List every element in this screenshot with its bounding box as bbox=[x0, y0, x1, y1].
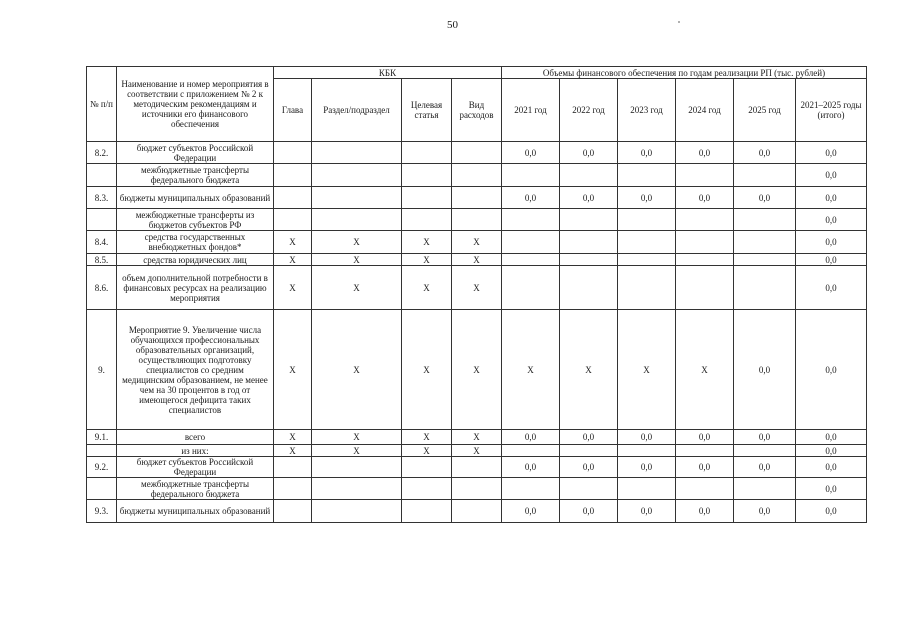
row-name: межбюджетные трансферты из бюджетов субъектов РФ bbox=[117, 209, 274, 231]
kbk-glava: X bbox=[274, 254, 312, 266]
val-total: 0,0 bbox=[796, 500, 867, 523]
kbk-razdel bbox=[312, 142, 402, 164]
val-2025: 0,0 bbox=[734, 457, 796, 478]
table-row bbox=[87, 310, 867, 430]
kbk-glava: X bbox=[274, 231, 312, 254]
val-2021 bbox=[502, 231, 560, 254]
row-num: 8.3. bbox=[87, 187, 117, 209]
val-2024: 0,0 bbox=[676, 500, 734, 523]
kbk-razdel bbox=[312, 164, 402, 187]
header-kbk: КБК bbox=[274, 67, 502, 79]
val-2024: 0,0 bbox=[676, 142, 734, 164]
kbk-razdel: X bbox=[312, 430, 402, 445]
kbk-statya bbox=[402, 209, 452, 231]
kbk-glava bbox=[274, 478, 312, 500]
val-2021 bbox=[502, 445, 560, 457]
row-name: бюджет субъектов Российской Федерации bbox=[117, 142, 274, 164]
kbk-glava: X bbox=[274, 266, 312, 310]
val-2024 bbox=[676, 209, 734, 231]
row-num bbox=[87, 164, 117, 187]
kbk-razdel bbox=[312, 209, 402, 231]
val-2021 bbox=[502, 266, 560, 310]
val-total: 0,0 bbox=[796, 209, 867, 231]
val-2021 bbox=[502, 209, 560, 231]
page-number: 50 bbox=[447, 19, 458, 31]
val-2023: 0,0 bbox=[618, 430, 676, 445]
kbk-statya: X bbox=[402, 445, 452, 457]
kbk-glava bbox=[274, 187, 312, 209]
kbk-statya bbox=[402, 500, 452, 523]
header-year-2021: 2021 год bbox=[502, 79, 560, 142]
row-name: Мероприятие 9. Увеличение числа обучающихся профессиональных образовательных организаций, осуществляющих подготовку специалистов со средним медицинским образованием, не менее чем на 30 процентов в год от имеющегося дефицита таких специалистов bbox=[117, 310, 274, 430]
val-2022: 0,0 bbox=[560, 142, 618, 164]
header-kbk-statya: Целевая статья bbox=[402, 79, 452, 142]
kbk-statya: X bbox=[402, 231, 452, 254]
header-year-2023: 2023 год bbox=[618, 79, 676, 142]
row-num: 9. bbox=[87, 310, 117, 430]
val-2023 bbox=[618, 445, 676, 457]
val-2024 bbox=[676, 254, 734, 266]
scan-speck bbox=[678, 21, 680, 23]
table-row bbox=[87, 209, 867, 231]
header-total: 2021–2025 годы (итого) bbox=[796, 79, 867, 142]
val-total: 0,0 bbox=[796, 310, 867, 430]
val-2021: X bbox=[502, 310, 560, 430]
val-2025 bbox=[734, 231, 796, 254]
kbk-glava bbox=[274, 164, 312, 187]
val-2022: 0,0 bbox=[560, 430, 618, 445]
kbk-glava bbox=[274, 500, 312, 523]
table-row bbox=[87, 187, 867, 209]
val-total: 0,0 bbox=[796, 430, 867, 445]
row-num bbox=[87, 478, 117, 500]
kbk-vid: X bbox=[452, 254, 502, 266]
row-name: межбюджетные трансферты федерального бюджета bbox=[117, 164, 274, 187]
table-row bbox=[87, 231, 867, 254]
val-2024: 0,0 bbox=[676, 457, 734, 478]
val-2023: 0,0 bbox=[618, 500, 676, 523]
val-2021: 0,0 bbox=[502, 142, 560, 164]
val-2023: 0,0 bbox=[618, 457, 676, 478]
row-num bbox=[87, 209, 117, 231]
row-name: объем дополнительной потребности в финансовых ресурсах на реализацию мероприятия bbox=[117, 266, 274, 310]
kbk-vid: X bbox=[452, 430, 502, 445]
kbk-razdel: X bbox=[312, 266, 402, 310]
kbk-vid bbox=[452, 500, 502, 523]
kbk-razdel: X bbox=[312, 310, 402, 430]
header-year-2025: 2025 год bbox=[734, 79, 796, 142]
kbk-glava: X bbox=[274, 310, 312, 430]
kbk-razdel bbox=[312, 187, 402, 209]
val-2022: 0,0 bbox=[560, 457, 618, 478]
kbk-vid bbox=[452, 457, 502, 478]
kbk-vid bbox=[452, 478, 502, 500]
kbk-vid bbox=[452, 164, 502, 187]
val-2024 bbox=[676, 266, 734, 310]
row-num: 8.6. bbox=[87, 266, 117, 310]
val-2023 bbox=[618, 254, 676, 266]
kbk-statya bbox=[402, 142, 452, 164]
table-row bbox=[87, 142, 867, 164]
val-2023 bbox=[618, 209, 676, 231]
val-2022 bbox=[560, 231, 618, 254]
kbk-glava bbox=[274, 209, 312, 231]
val-2021 bbox=[502, 164, 560, 187]
val-2023: 0,0 bbox=[618, 142, 676, 164]
row-name: средства государственных внебюджетных фондов* bbox=[117, 231, 274, 254]
val-total: 0,0 bbox=[796, 142, 867, 164]
table-row bbox=[87, 430, 867, 445]
val-total: 0,0 bbox=[796, 254, 867, 266]
header-kbk-razdel: Раздел/подраздел bbox=[312, 79, 402, 142]
val-2023: 0,0 bbox=[618, 187, 676, 209]
header-name: Наименование и номер мероприятия в соответствии с приложением № 2 к методическим рекомендациям и источники его финансового обеспечения bbox=[117, 67, 274, 142]
row-name: бюджеты муниципальных образований bbox=[117, 187, 274, 209]
table-body bbox=[87, 142, 867, 523]
kbk-glava bbox=[274, 142, 312, 164]
row-name: из них: bbox=[117, 445, 274, 457]
val-2022 bbox=[560, 164, 618, 187]
table-row bbox=[87, 164, 867, 187]
val-2023 bbox=[618, 231, 676, 254]
kbk-vid: X bbox=[452, 445, 502, 457]
table-row bbox=[87, 457, 867, 478]
row-num: 8.2. bbox=[87, 142, 117, 164]
kbk-vid bbox=[452, 209, 502, 231]
financing-table bbox=[86, 66, 867, 523]
kbk-statya: X bbox=[402, 266, 452, 310]
val-2025: 0,0 bbox=[734, 430, 796, 445]
val-2022: X bbox=[560, 310, 618, 430]
val-2022 bbox=[560, 266, 618, 310]
val-2022 bbox=[560, 254, 618, 266]
val-2024 bbox=[676, 231, 734, 254]
val-2025 bbox=[734, 478, 796, 500]
val-2021 bbox=[502, 254, 560, 266]
row-name: межбюджетные трансферты федерального бюджета bbox=[117, 478, 274, 500]
kbk-statya bbox=[402, 478, 452, 500]
kbk-statya bbox=[402, 457, 452, 478]
header-kbk-glava: Глава bbox=[274, 79, 312, 142]
val-2025 bbox=[734, 254, 796, 266]
val-2023 bbox=[618, 478, 676, 500]
kbk-statya: X bbox=[402, 310, 452, 430]
kbk-razdel bbox=[312, 478, 402, 500]
val-2024 bbox=[676, 478, 734, 500]
val-2024 bbox=[676, 445, 734, 457]
val-total: 0,0 bbox=[796, 231, 867, 254]
kbk-razdel: X bbox=[312, 445, 402, 457]
kbk-glava bbox=[274, 457, 312, 478]
val-2025: 0,0 bbox=[734, 142, 796, 164]
val-2022 bbox=[560, 209, 618, 231]
val-2025 bbox=[734, 445, 796, 457]
kbk-statya: X bbox=[402, 430, 452, 445]
val-2025 bbox=[734, 266, 796, 310]
row-num: 8.4. bbox=[87, 231, 117, 254]
kbk-vid: X bbox=[452, 231, 502, 254]
kbk-statya bbox=[402, 164, 452, 187]
row-num: 9.2. bbox=[87, 457, 117, 478]
kbk-statya bbox=[402, 187, 452, 209]
val-2023 bbox=[618, 266, 676, 310]
val-2024: X bbox=[676, 310, 734, 430]
val-2022: 0,0 bbox=[560, 500, 618, 523]
val-2023 bbox=[618, 164, 676, 187]
table-row bbox=[87, 500, 867, 523]
val-2022 bbox=[560, 445, 618, 457]
table-row bbox=[87, 445, 867, 457]
val-2025: 0,0 bbox=[734, 310, 796, 430]
kbk-vid: X bbox=[452, 310, 502, 430]
kbk-glava: X bbox=[274, 430, 312, 445]
val-2022: 0,0 bbox=[560, 187, 618, 209]
kbk-vid bbox=[452, 187, 502, 209]
kbk-razdel bbox=[312, 457, 402, 478]
row-num: 9.3. bbox=[87, 500, 117, 523]
val-2021: 0,0 bbox=[502, 500, 560, 523]
kbk-statya: X bbox=[402, 254, 452, 266]
row-name: всего bbox=[117, 430, 274, 445]
val-2025: 0,0 bbox=[734, 187, 796, 209]
val-2023: X bbox=[618, 310, 676, 430]
val-total: 0,0 bbox=[796, 445, 867, 457]
table-row bbox=[87, 266, 867, 310]
val-2021: 0,0 bbox=[502, 187, 560, 209]
val-2024: 0,0 bbox=[676, 430, 734, 445]
row-name: бюджет субъектов Российской Федерации bbox=[117, 457, 274, 478]
val-2025 bbox=[734, 164, 796, 187]
row-name: бюджеты муниципальных образований bbox=[117, 500, 274, 523]
header-kbk-vid: Вид расходов bbox=[452, 79, 502, 142]
header-year-2022: 2022 год bbox=[560, 79, 618, 142]
kbk-vid bbox=[452, 142, 502, 164]
val-2021: 0,0 bbox=[502, 457, 560, 478]
kbk-glava: X bbox=[274, 445, 312, 457]
val-2021: 0,0 bbox=[502, 430, 560, 445]
kbk-razdel: X bbox=[312, 254, 402, 266]
row-name: средства юридических лиц bbox=[117, 254, 274, 266]
val-total: 0,0 bbox=[796, 478, 867, 500]
val-2025 bbox=[734, 209, 796, 231]
row-num bbox=[87, 445, 117, 457]
val-2022 bbox=[560, 478, 618, 500]
val-total: 0,0 bbox=[796, 164, 867, 187]
val-2021 bbox=[502, 478, 560, 500]
table-row bbox=[87, 478, 867, 500]
val-total: 0,0 bbox=[796, 457, 867, 478]
kbk-vid: X bbox=[452, 266, 502, 310]
val-total: 0,0 bbox=[796, 187, 867, 209]
row-num: 9.1. bbox=[87, 430, 117, 445]
val-total: 0,0 bbox=[796, 266, 867, 310]
kbk-razdel: X bbox=[312, 231, 402, 254]
val-2024 bbox=[676, 164, 734, 187]
row-num: 8.5. bbox=[87, 254, 117, 266]
val-2024: 0,0 bbox=[676, 187, 734, 209]
header-volumes: Объемы финансового обеспечения по годам реализации РП (тыс. рублей) bbox=[502, 67, 867, 79]
header-year-2024: 2024 год bbox=[676, 79, 734, 142]
val-2025: 0,0 bbox=[734, 500, 796, 523]
kbk-razdel bbox=[312, 500, 402, 523]
table-row bbox=[87, 254, 867, 266]
header-num: № п/п bbox=[87, 67, 117, 142]
